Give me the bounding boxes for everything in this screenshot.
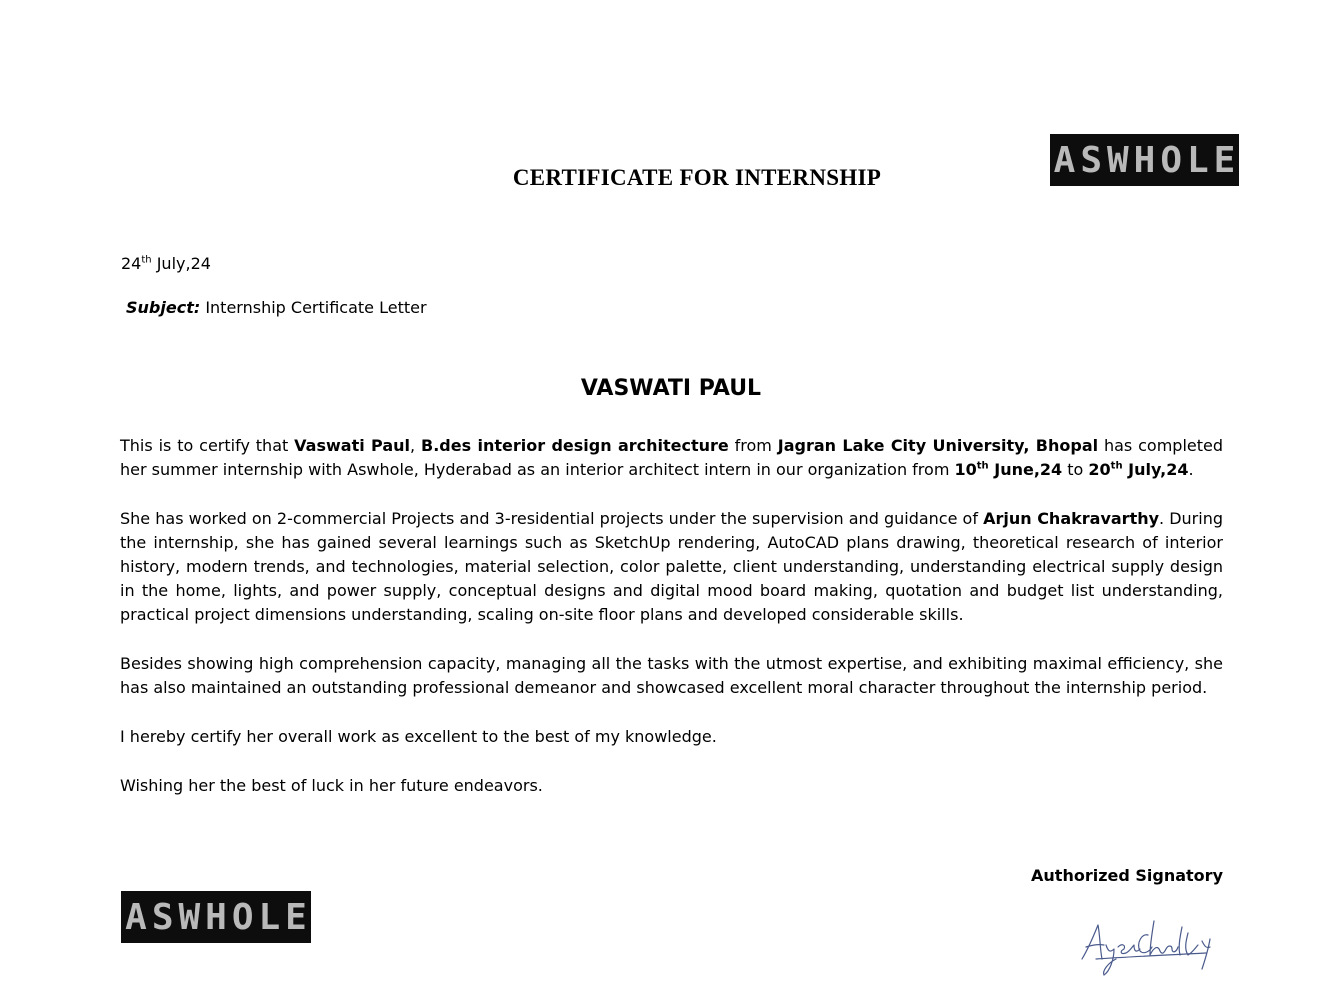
wishes-paragraph: Wishing her the best of luck in her future endeavors. — [120, 776, 543, 795]
letter-date: 24th July,24 — [121, 254, 211, 273]
document-title: CERTIFICATE FOR INTERNSHIP — [512, 165, 882, 190]
handwritten-signature — [1076, 915, 1220, 981]
logo-text: ASWHOLE — [1053, 139, 1241, 181]
recipient-name: VASWATI PAUL — [580, 376, 762, 401]
logo-text: ASWHOLE — [125, 896, 312, 938]
certification-paragraph: This is to certify that Vaswati Paul, B.des interior design architecture from Jagran Lake City University, Bhopal has completed her summer internship with Aswhole, Hyderabad as an interior architect intern in our organization from 10th June,24 to 20th July,24. — [120, 436, 1224, 479]
subject-text: Internship Certificate Letter — [200, 298, 427, 317]
letter-subject — [126, 298, 427, 317]
character-paragraph: Besides showing high comprehension capacity, managing all the tasks with the utmost expertise, and exhibiting maximal efficiency, she has also maintained an outstanding professional demeanor and showcased excellent moral character throughout the internship period. — [120, 654, 1223, 697]
company-logo-top — [1050, 134, 1239, 186]
subject-label: Subject: — [126, 298, 201, 317]
certify-paragraph: I hereby certify her overall work as excellent to the best of my knowledge. — [120, 727, 717, 746]
work-summary-paragraph: She has worked on 2-commercial Projects and 3-residential projects under the supervision and guidance of Arjun Chakravarthy. During the internship, she has gained several learnings such as SketchUp rendering, AutoCAD plans drawing, theoretical research of interior history, modern trends, and technologies, material selection, color palette, client understanding, understanding electrical supply design in the home, lights, and power supply, conceptual designs and digital mood board making, quotation and budget list understanding, practical project dimensions understanding, scaling on-site floor plans and developed considerable skills. — [120, 509, 1223, 624]
authorized-signatory-label: Authorized Signatory — [1031, 866, 1223, 885]
company-logo-bottom — [121, 891, 311, 943]
